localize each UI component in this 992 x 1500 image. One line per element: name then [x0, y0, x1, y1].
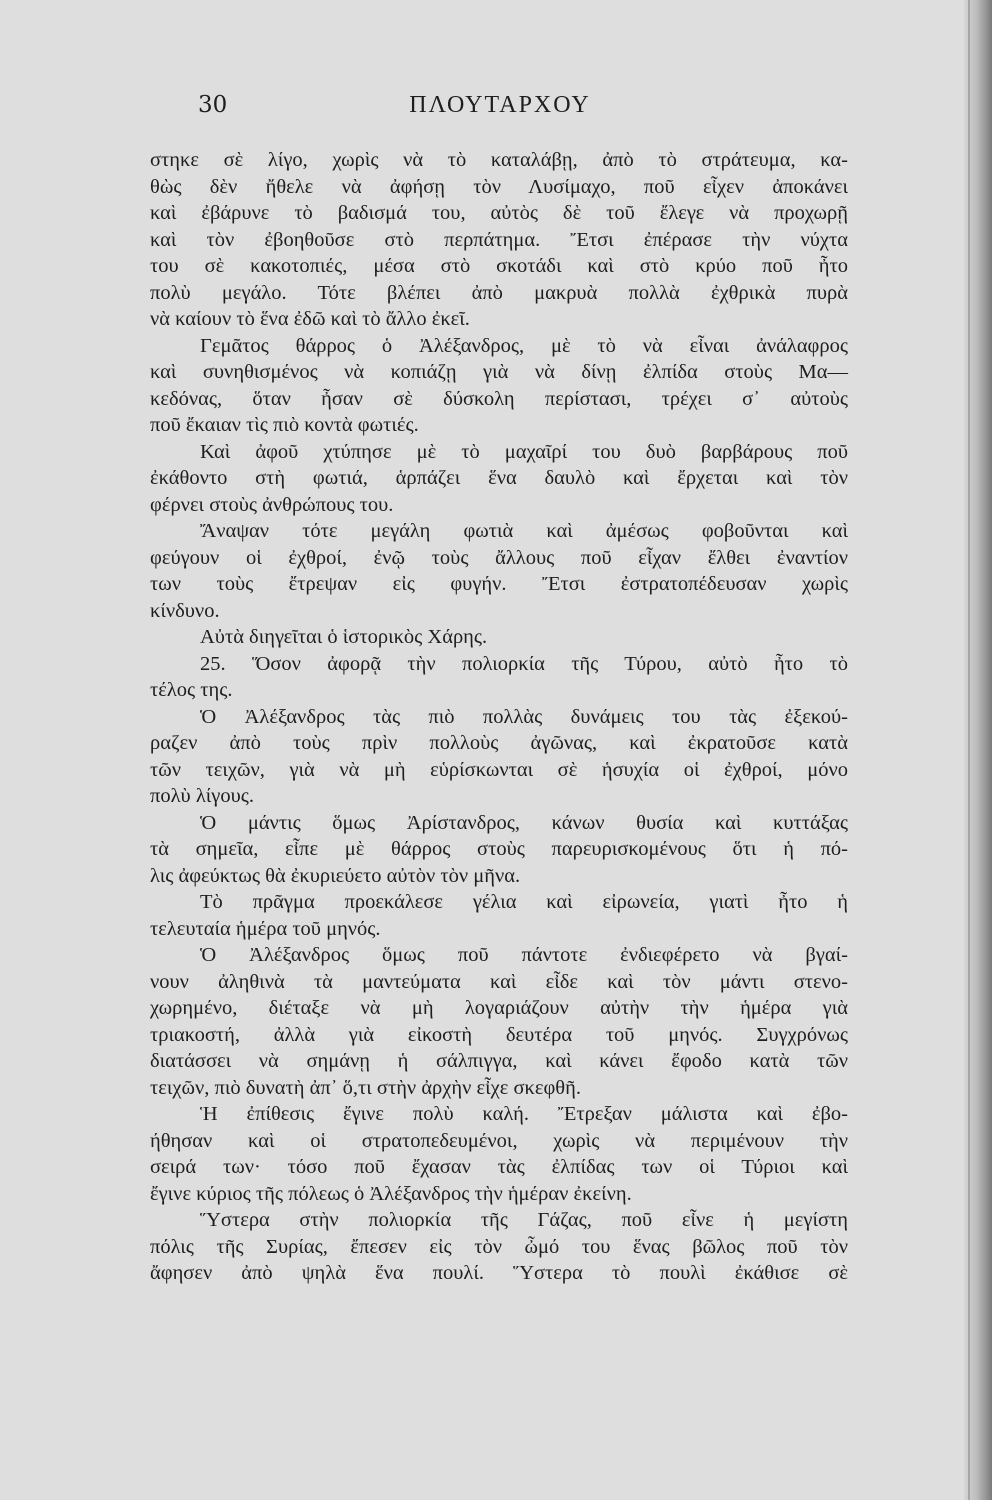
text-line: νουν ἀληθινὰ τὰ μαντεύματα καὶ εἶδε καὶ τὸν μάντι στενο- — [150, 970, 848, 993]
text-line: του σὲ κακοτοπιές, μέσα στὸ σκοτάδι καὶ στὸ κρύο ποῦ ἦτο — [150, 255, 848, 277]
text-line: κίνδυνο. — [150, 599, 220, 622]
text-line: των τοὺς ἔτρεψαν εἰς φυγήν. Ἔτσι ἐστρατοπέδευσαν χωρὶς — [150, 573, 848, 595]
text-line: τριακοστή, ἀλλὰ γιὰ εἰκοστὴ δευτέρα τοῦ μηνός. Συγχρόνως — [150, 1023, 848, 1046]
text-line: καὶ ἐβάρυνε τὸ βαδισμά του, αὐτὸς δὲ τοῦ ἔλεγε νὰ προχωρῇ — [150, 202, 848, 224]
text-line: κεδόνας, ὅταν ἦσαν σὲ δύσκολη περίστασι, τρέχει σ᾽ αὐτοὺς — [150, 387, 848, 410]
page-header — [150, 92, 850, 132]
text-line: τειχῶν, πιὸ δυνατὴ ἀπ᾽ ὅ,τι στὴν ἀρχὴν εἶχε σκεφθῆ. — [150, 1076, 581, 1099]
text-line: νὰ καίουν τὸ ἕνα ἐδῶ καὶ τὸ ἄλλο ἐκεῖ. — [150, 308, 470, 330]
text-line: φέρνει στοὺς ἀνθρώπους του. — [150, 493, 394, 516]
text-line: τῶν τειχῶν, γιὰ νὰ μὴ εὑρίσκωνται σὲ ἡσυχία οἱ ἐχθροί, μόνο — [150, 758, 848, 781]
text-line: ἐκάθοντο στὴ φωτιά, ἁρπάζει ἕνα δαυλὸ καὶ ἔρχεται καὶ τὸν — [150, 467, 848, 489]
text-line: τέλος της. — [150, 679, 233, 701]
text-line: Ὁ Ἀλέξανδρος τὰς πιὸ πολλὰς δυνάμεις του τὰς ἐξεκού- — [200, 705, 848, 728]
text-line: λις ἀφεύκτως θὰ ἐκυριεύετο αὐτὸν τὸν μῆνα. — [150, 864, 521, 887]
text-line: Ἡ ἐπίθεσις ἔγινε πολὺ καλή. Ἔτρεξαν μάλιστα καὶ ἐβο- — [200, 1103, 848, 1125]
text-line: Καὶ ἀφοῦ χτύπησε μὲ τὸ μαχαῖρί του δυὸ βαρβάρους ποῦ — [200, 440, 848, 463]
running-head: ΠΛΟΥΤΑΡΧΟΥ — [409, 92, 591, 118]
page-number: 30 — [198, 92, 228, 118]
text-line: διατάσσει νὰ σημάνῃ ἡ σάλπιγγα, καὶ κάνει ἔφοδο κατὰ τῶν — [150, 1050, 848, 1072]
text-line: πόλις τῆς Συρίας, ἔπεσεν εἰς τὸν ὦμό του ἕνας βῶλος ποῦ τὸν — [150, 1235, 848, 1258]
body-text — [150, 147, 848, 1287]
text-line: στηκε σὲ λίγο, χωρὶς νὰ τὸ καταλάβῃ, ἀπὸ τὸ στράτευμα, κα- — [150, 149, 848, 171]
text-line: ἄφησεν ἀπὸ ψηλὰ ἕνα πουλί. Ὕστερα τὸ πουλὶ ἐκάθισε σὲ — [150, 1262, 848, 1284]
text-line: Γεμᾶτος θάρρος ὁ Ἀλέξανδρος, μὲ τὸ νὰ εἶναι ἀνάλαφρος — [200, 334, 848, 357]
text-line: Τὸ πρᾶγμα προεκάλεσε γέλια καὶ εἰρωνεία, γιατὶ ἦτο ἡ — [200, 891, 848, 913]
text-line: χωρημένο, διέταξε νὰ μὴ λογαριάζουν αὐτὴν τὴν ἡμέρα γιὰ — [150, 997, 848, 1019]
text-line: Ἄναψαν τότε μεγάλη φωτιὰ καὶ ἀμέσως φοβοῦνται καὶ — [200, 520, 848, 542]
text-line: πολὺ μεγάλο. Τότε βλέπει ἀπὸ μακρυὰ πολλὰ ἐχθρικὰ πυρὰ — [150, 281, 848, 304]
text-line: τὰ σημεῖα, εἶπε μὲ θάρρος στοὺς παρευρισκομένους ὅτι ἡ πό- — [150, 838, 848, 860]
page-edge-line — [968, 0, 970, 1500]
text-line: τελευταία ἡμέρα τοῦ μηνός. — [150, 917, 381, 940]
text-line: ήθησαν καὶ οἱ στρατοπεδευμένοι, χωρὶς νὰ περιμένουν τὴν — [150, 1129, 848, 1152]
text-line: ποῦ ἔκαιαν τὶς πιὸ κοντὰ φωτιές. — [150, 414, 419, 436]
text-line: ἔγινε κύριος τῆς πόλεως ὁ Ἀλέξανδρος τὴν ἡμέραν ἐκείνη. — [150, 1182, 632, 1205]
text-line: Ὁ μάντις ὅμως Ἀρίστανδρος, κάνων θυσία καὶ κυττάξας — [200, 811, 848, 834]
text-line: σειρά των· τόσο ποῦ ἔχασαν τὰς ἐλπίδας των οἱ Τύριοι καὶ — [150, 1156, 848, 1178]
text-line: 25. Ὅσον ἀφορᾷ τὴν πολιορκία τῆς Τύρου, αὐτὸ ἦτο τὸ — [200, 652, 848, 675]
text-line: καὶ τὸν ἐβοηθοῦσε στὸ περπάτημα. Ἔτσι ἐπέρασε τὴν νύχτα — [150, 228, 848, 251]
text-line: Αὐτὰ διηγεῖται ὁ ἱστορικὸς Χάρης. — [200, 626, 488, 648]
text-line: φεύγουν οἱ ἐχθροί, ἐνῷ τοὺς ἄλλους ποῦ εἶχαν ἔλθει ἐναντίον — [150, 546, 848, 569]
text-line: θὼς δὲν ἤθελε νὰ ἀφήσῃ τὸν Λυσίμαχο, ποῦ εἶχεν ἀποκάνει — [150, 175, 848, 198]
text-line: πολὺ λίγους. — [150, 785, 254, 807]
text-line: Ὁ Ἀλέξανδρος ὅμως ποῦ πάντοτε ἐνδιεφέρετο νὰ βγαί- — [200, 944, 848, 966]
text-line: καὶ συνηθισμένος νὰ κοπιάζῃ γιὰ νὰ δίνῃ ἐλπίδα στοὺς Μα— — [150, 361, 848, 383]
text-line: ραζεν ἀπὸ τοὺς πρὶν πολλοὺς ἀγῶνας, καὶ ἐκρατοῦσε κατὰ — [150, 732, 848, 754]
text-line: Ὕστερα στὴν πολιορκία τῆς Γάζας, ποῦ εἶνε ἡ μεγίστη — [200, 1209, 848, 1231]
